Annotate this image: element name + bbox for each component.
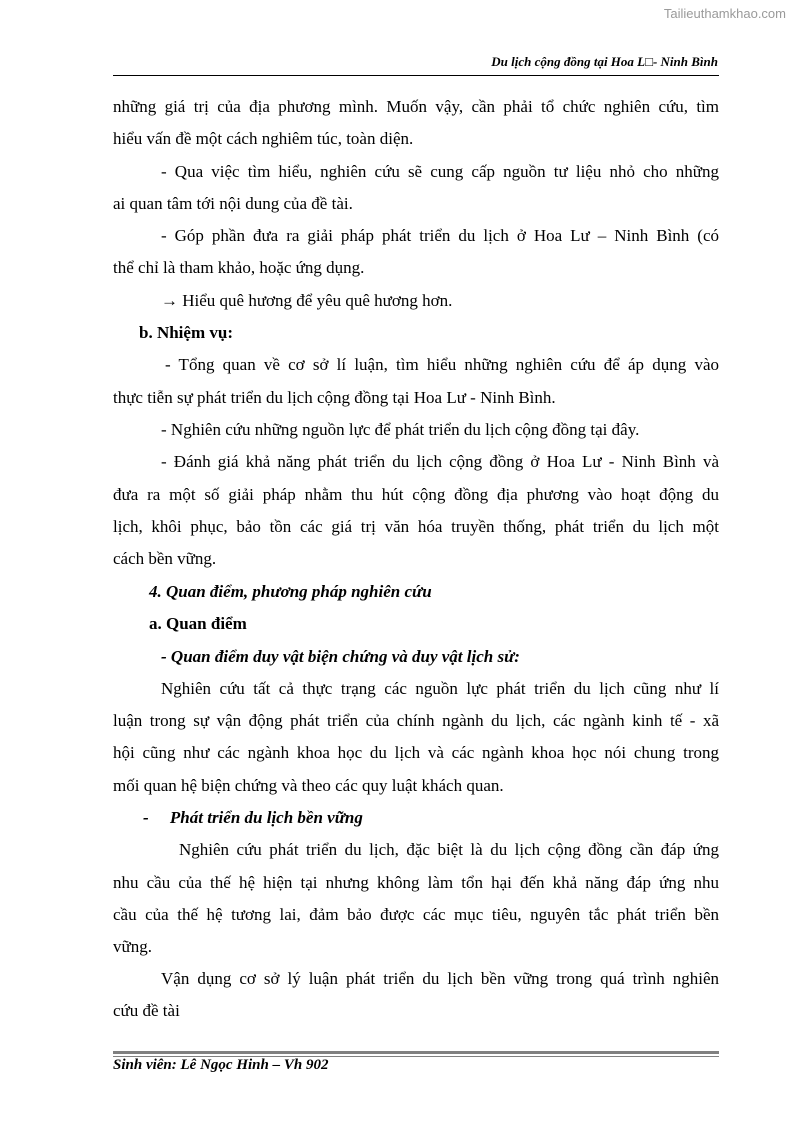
body-line: → Hiểu quê hương để yêu quê hương hơn.	[161, 291, 453, 310]
body-line: nhu cầu của thế hệ hiện tại nhưng không làm tổn hại đến khả năng đáp ứng nhu	[113, 873, 719, 892]
body-line: - Góp phần đưa ra giải pháp phát triển du lịch ở Hoa Lư – Ninh Bình (có	[161, 226, 719, 245]
body-line: luận trong sự vận động phát triển của chính ngành du lịch, các ngành kinh tế - xã	[113, 711, 719, 730]
body-line: hiểu vấn đề một cách nghiêm túc, toàn diện.	[113, 129, 414, 148]
subsection-heading-a: a. Quan điểm	[149, 614, 247, 633]
body-line: Vận dụng cơ sở lý luận phát triển du lịch bền vững trong quá trình nghiên	[161, 969, 719, 988]
body-line: ai quan tâm tới nội dung của đề tài.	[113, 194, 353, 213]
body-line: cứu đề tài	[113, 1001, 180, 1020]
body-line: lịch, khôi phục, bảo tồn các giá trị văn hóa truyền thống, phát triển du lịch một	[113, 517, 719, 536]
body-line: hội cũng như các ngành khoa học du lịch và các ngành khoa học nói chung trong	[113, 743, 719, 762]
footer-student: Sinh viên: Lê Ngọc Hinh – Vh 902	[113, 1057, 329, 1073]
header-rule	[113, 75, 719, 76]
section-heading-4: 4. Quan điểm, phương pháp nghiên cứu	[149, 582, 432, 601]
body-line: mối quan hệ biện chứng và theo các quy luật khách quan.	[113, 776, 504, 795]
body-line: - Đánh giá khả năng phát triển du lịch cộng đồng ở Hoa Lư - Ninh Bình và	[161, 452, 719, 471]
body-line: Nghiên cứu phát triển du lịch, đặc biệt là du lịch cộng đồng cần đáp ứng	[179, 840, 719, 859]
body-line: những giá trị của địa phương mình. Muốn vậy, cần phải tổ chức nghiên cứu, tìm	[113, 97, 719, 116]
body-line: đưa ra một số giải pháp nhằm thu hút cộng đồng địa phương vào hoạt động du	[113, 485, 719, 504]
viewpoint-heading: - Quan điểm duy vật biện chứng và duy vật lịch sử:	[161, 647, 520, 666]
body-line: cầu của thế hệ tương lai, đảm bảo được các mục tiêu, nguyên tắc phát triển bền	[113, 905, 719, 924]
sustainable-heading: - Phát triển du lịch bền vững	[143, 808, 363, 827]
body-line: cách bền vững.	[113, 549, 217, 568]
body-line: Nghiên cứu tất cả thực trạng các nguồn lực phát triển du lịch cũng như lí	[161, 679, 719, 698]
watermark: Tailieuthamkhao.com	[663, 6, 786, 21]
section-heading-b: b. Nhiệm vụ:	[139, 323, 233, 342]
body-line: - Tổng quan về cơ sở lí luận, tìm hiểu những nghiên cứu để áp dụng vào	[165, 355, 719, 374]
body-line: - Qua việc tìm hiểu, nghiên cứu sẽ cung cấp nguồn tư liệu nhỏ cho những	[161, 162, 719, 181]
footer-rule-thick	[113, 1051, 719, 1054]
body-line: vững.	[113, 937, 152, 956]
body-line: thực tiễn sự phát triển du lịch cộng đồng tại Hoa Lư - Ninh Bình.	[113, 388, 556, 407]
body-line: thể chỉ là tham khảo, hoặc ứng dụng.	[113, 258, 365, 277]
body-line: - Nghiên cứu những nguồn lực để phát triển du lịch cộng đồng tại đây.	[161, 420, 640, 439]
running-header-title: Du lịch cộng đồng tại Hoa L□- Ninh Bình	[491, 54, 718, 69]
